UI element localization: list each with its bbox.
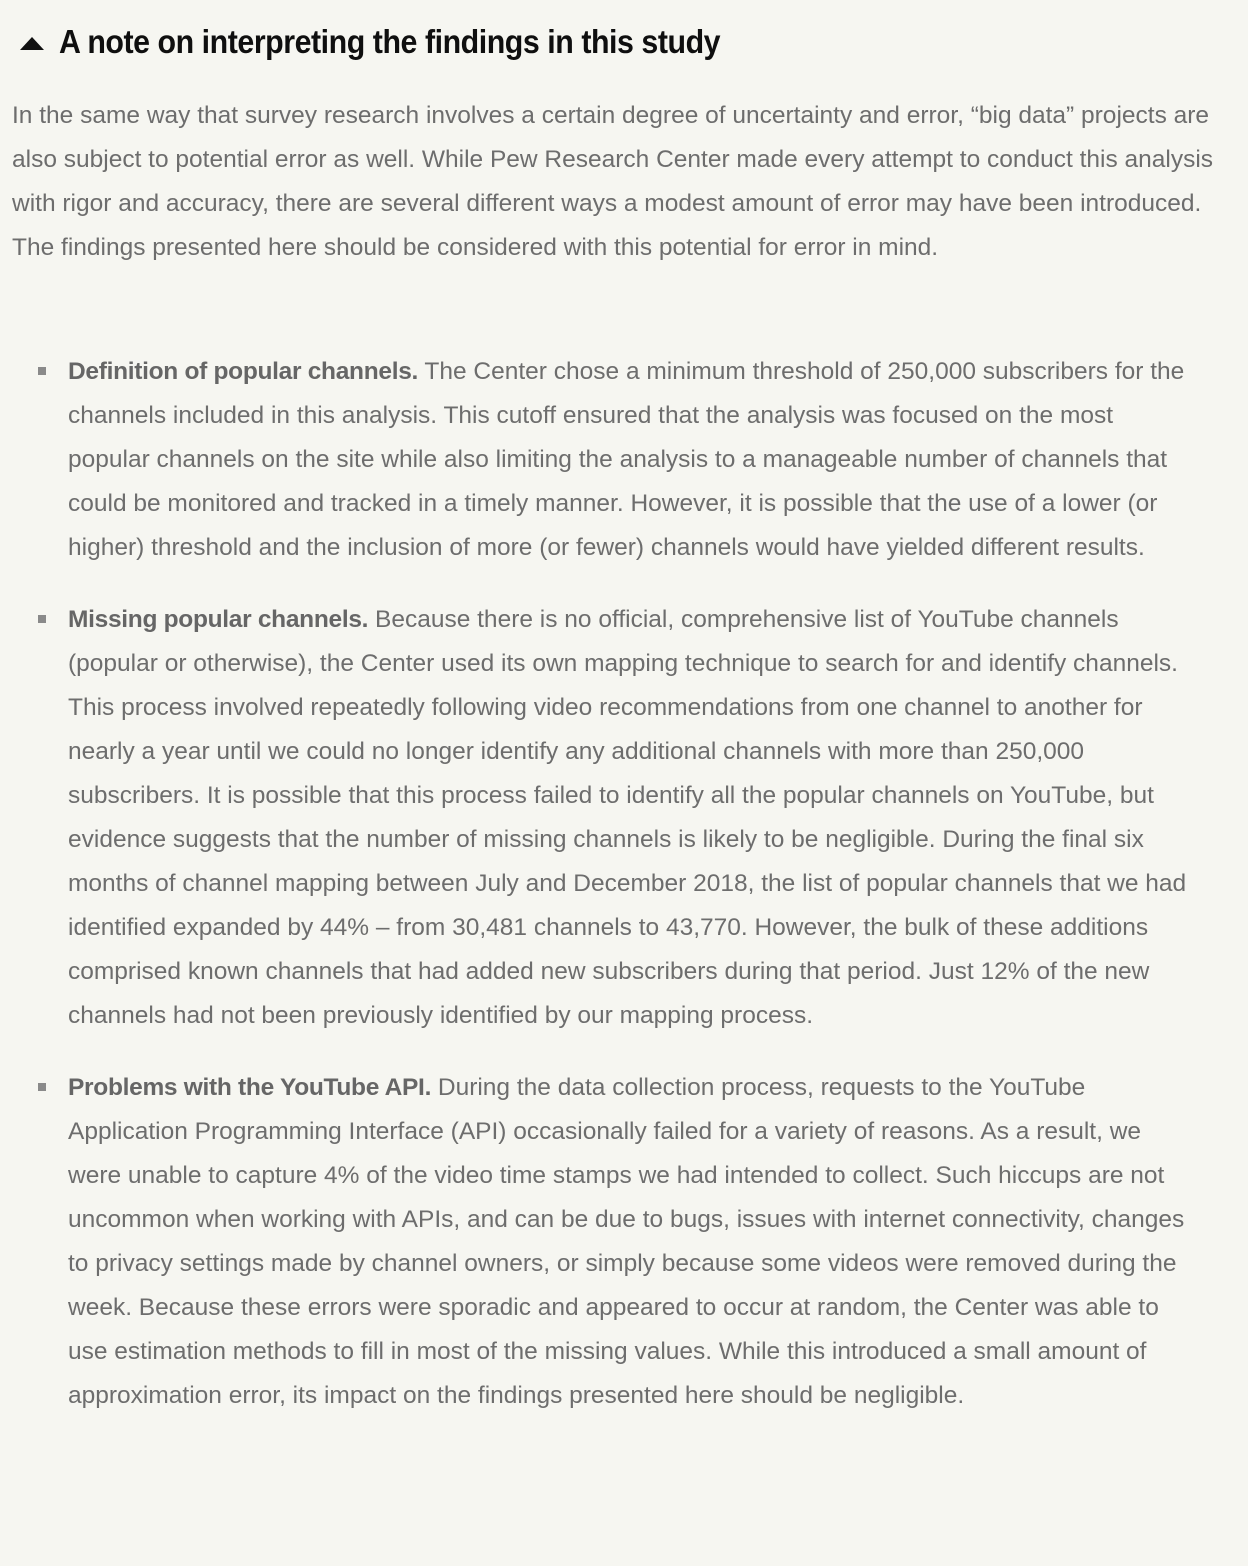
finding-text: Because there is no official, comprehensive list of YouTube channels (popular or otherwise), the Center used its own mapping technique to search for and identify channels. This process involved repeatedly following video recommendations from one channel to another for nearly a year until we could no longer identify any additional channels with more than 250,000 subscribers. It is possible that this process failed to identify all the popular channels on YouTube, but evidence suggests that the number of missing channels is likely to be negligible. During the final six months of channel mapping between July and December 2018, the list of popular channels that we had identified expanded by 44% – from 30,481 channels to 43,770. However, the bulk of these additions comprised known channels that had added new subscribers during that period. Just 12% of the new channels had not been previously identified by our mapping process. — [68, 606, 1187, 1029]
finding-item-missing — [0, 598, 1200, 1038]
bullet-icon — [38, 615, 46, 623]
finding-lead: Problems with the YouTube API. — [68, 1074, 432, 1101]
finding-text: The Center chose a minimum threshold of 250,000 subscribers for the channels included in this analysis. This cutoff ensured that the analysis was focused on the most popular channels on the site while also limiting the analysis to a manageable number of channels that could be monitored and tracked in a timely manner. However, it is possible that the use of a lower (or higher) threshold and the inclusion of more (or fewer) channels would have yielded different results. — [68, 358, 1185, 561]
finding-item-definition — [0, 350, 1200, 570]
finding-text: During the data collection process, requests to the YouTube Application Programming Interface (API) occasionally failed for a variety of reasons. As a result, we were unable to capture 4% of the video time stamps we had intended to collect. Such hiccups are not uncommon when working with APIs, and can be due to bugs, issues with internet connectivity, changes to privacy settings made by channel owners, or simply because some videos were removed during the week. Because these errors were sporadic and appeared to occur at random, the Center was able to use estimation methods to fill in most of the missing values. While this introduced a small amount of approximation error, its impact on the findings presented here should be negligible. — [68, 1074, 1185, 1409]
bullet-icon — [38, 367, 46, 375]
caret-up-icon[interactable] — [20, 37, 44, 50]
intro-paragraph: In the same way that survey research involves a certain degree of uncertainty and error, “big data” projects are also subject to potential error as well. While Pew Research Center made every attempt to conduct this analysis with rigor and accuracy, there are several different ways a modest amount of error may have been introduced. The findings presented here should be considered with this potential for error in mind. — [12, 102, 1214, 261]
finding-item-api — [0, 1066, 1200, 1418]
note-toggle[interactable] — [20, 18, 778, 66]
note-title: A note on interpreting the findings in this study — [59, 23, 721, 60]
findings-list — [0, 350, 1248, 1446]
finding-lead: Missing popular channels. — [68, 606, 369, 633]
finding-lead: Definition of popular channels. — [68, 358, 419, 385]
bullet-icon — [38, 1083, 46, 1091]
